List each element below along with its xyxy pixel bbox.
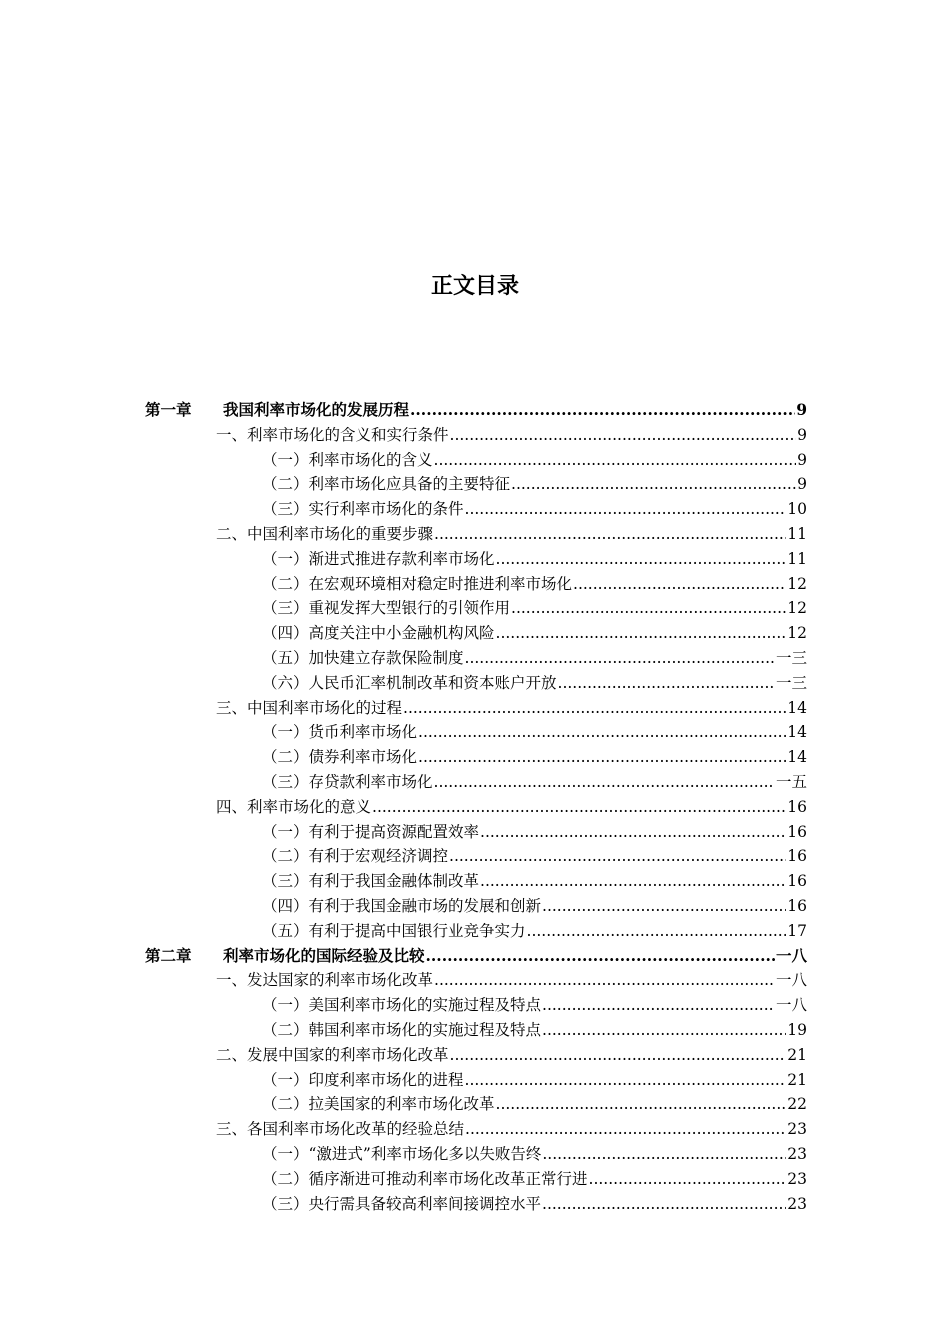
toc-subsection-entry[interactable] bbox=[262, 572, 807, 597]
dot-leader bbox=[527, 919, 787, 943]
dot-leader bbox=[573, 572, 786, 596]
toc-page-number: 一五 bbox=[775, 773, 807, 791]
dot-leader bbox=[465, 1068, 787, 1092]
toc-entry-text: 二、中国利率市场化的重要步骤 bbox=[216, 525, 434, 543]
toc-section-entry[interactable] bbox=[216, 522, 807, 547]
toc-entry-text: 三、各国利率市场化改革的经验总结 bbox=[216, 1120, 465, 1139]
toc-subsection-entry[interactable] bbox=[262, 745, 807, 770]
toc-entry-text: （一）有利于提高资源配置效率 bbox=[262, 822, 480, 841]
toc-entry-text: （五）加快建立存款保险制度 bbox=[262, 649, 464, 667]
dot-leader bbox=[558, 671, 775, 695]
toc-entry-label bbox=[262, 745, 417, 769]
toc-entry-label bbox=[216, 696, 402, 720]
toc-entry-label bbox=[262, 919, 526, 943]
toc-subsection-entry[interactable] bbox=[262, 472, 807, 497]
toc-page-number: 12 bbox=[787, 574, 807, 593]
toc-entry-label bbox=[216, 968, 433, 992]
toc-entry-text: （一）印度利率市场化的进程 bbox=[262, 1070, 464, 1089]
dot-leader bbox=[589, 1167, 787, 1191]
dot-leader bbox=[450, 423, 797, 447]
toc-entry-text: （二）韩国利率市场化的实施过程及特点 bbox=[262, 1021, 542, 1039]
toc-entry-label bbox=[262, 993, 541, 1017]
dot-leader bbox=[403, 696, 786, 720]
toc-page-number: 14 bbox=[787, 698, 807, 717]
toc-entry-text: （二）在宏观环境相对稳定时推进利率市场化 bbox=[262, 574, 573, 593]
toc-subsection-entry[interactable] bbox=[262, 497, 807, 522]
toc-page-number: 21 bbox=[787, 1045, 807, 1064]
dot-leader bbox=[480, 869, 786, 893]
toc-entry-label bbox=[262, 1018, 541, 1042]
toc-entry-label bbox=[262, 720, 417, 744]
toc-page-number: 21 bbox=[787, 1070, 807, 1089]
toc-page-number: 14 bbox=[787, 748, 807, 767]
toc-section-entry[interactable] bbox=[216, 1043, 807, 1068]
toc-entry-text: （二）拉美国家的利率市场化改革 bbox=[262, 1095, 495, 1114]
dot-leader bbox=[542, 894, 786, 918]
toc-subsection-entry[interactable] bbox=[262, 820, 807, 845]
toc-subsection-entry[interactable] bbox=[262, 1142, 807, 1167]
toc-page-number: 16 bbox=[787, 822, 807, 841]
toc-page-number: 一八 bbox=[775, 945, 807, 965]
toc-page-number: 12 bbox=[787, 624, 807, 643]
page-title: 正文目录 bbox=[430, 274, 519, 299]
toc-subsection-entry[interactable] bbox=[262, 844, 807, 869]
dot-leader bbox=[434, 448, 797, 472]
toc-page-number: 11 bbox=[787, 525, 807, 543]
toc-entry-label bbox=[262, 646, 464, 670]
toc-subsection-entry[interactable] bbox=[262, 596, 807, 621]
toc-entry-text: （二）债券利率市场化 bbox=[262, 748, 418, 767]
toc-entry-label bbox=[216, 1043, 449, 1067]
toc-entry-label bbox=[262, 671, 557, 695]
toc-section-entry[interactable] bbox=[216, 423, 807, 448]
toc-page-number: 23 bbox=[787, 1194, 807, 1213]
toc-subsection-entry[interactable] bbox=[262, 547, 807, 572]
toc-page-number: 12 bbox=[787, 599, 807, 618]
toc-page-number: 22 bbox=[787, 1095, 807, 1114]
toc-entry-label bbox=[262, 596, 510, 620]
toc-entry-text: （二）利率市场化应具备的主要特征 bbox=[262, 475, 511, 494]
toc-entry-text: （三）央行需具备较高利率间接调控水平 bbox=[262, 1194, 542, 1213]
toc-subsection-entry[interactable] bbox=[262, 1192, 807, 1217]
toc-entry-label bbox=[262, 820, 479, 844]
toc-entry-label bbox=[262, 1068, 464, 1092]
toc-entry-label bbox=[262, 472, 510, 496]
toc-chapter-entry[interactable] bbox=[145, 944, 807, 969]
toc-entry-text: （三）有利于我国金融体制改革 bbox=[262, 872, 480, 891]
toc-page-number: 16 bbox=[787, 797, 807, 816]
toc-entry-text: （一）货币利率市场化 bbox=[262, 723, 418, 742]
toc-subsection-entry[interactable] bbox=[262, 1018, 807, 1043]
dot-leader bbox=[450, 1043, 787, 1067]
toc-entry-text: 四、利率市场化的意义 bbox=[216, 797, 372, 816]
toc-entry-text: （三）重视发挥大型银行的引领作用 bbox=[262, 599, 511, 618]
toc-page-number: 10 bbox=[787, 500, 807, 519]
toc-entry-label bbox=[262, 869, 479, 893]
dot-leader bbox=[372, 795, 786, 819]
dot-leader bbox=[465, 1117, 786, 1141]
toc-entry-label bbox=[145, 944, 425, 968]
toc-subsection-entry[interactable] bbox=[262, 621, 807, 646]
toc-entry-text: 一、发达国家的利率市场化改革 bbox=[216, 971, 434, 990]
toc-entry-text: 三、中国利率市场化的过程 bbox=[216, 698, 403, 717]
dot-leader bbox=[418, 720, 786, 744]
toc-entry-label bbox=[262, 621, 495, 645]
toc-page-number: 23 bbox=[787, 1145, 807, 1163]
toc-chapter-entry[interactable] bbox=[145, 398, 807, 423]
dot-leader bbox=[465, 497, 787, 521]
toc-subsection-entry[interactable] bbox=[262, 894, 807, 919]
dot-leader bbox=[449, 844, 786, 868]
toc-page-number: 16 bbox=[787, 897, 807, 915]
dot-leader bbox=[496, 621, 787, 645]
toc-entry-text: （三）实行利率市场化的条件 bbox=[262, 500, 464, 519]
toc-subsection-entry[interactable] bbox=[262, 720, 807, 745]
toc-entry-text: （三）存贷款利率市场化 bbox=[262, 773, 433, 791]
toc-page-number: 一三 bbox=[775, 673, 807, 692]
toc-entry-text: （一）“激进式”利率市场化多以失败告终 bbox=[262, 1145, 542, 1163]
toc-page-number: 一三 bbox=[775, 649, 807, 667]
dot-leader bbox=[496, 547, 787, 571]
toc-section-entry[interactable] bbox=[216, 795, 807, 820]
toc-subsection-entry[interactable] bbox=[262, 919, 807, 944]
toc-entry-label bbox=[262, 844, 448, 868]
toc-entry-text: （五）有利于提高中国银行业竞争实力 bbox=[262, 921, 526, 940]
toc-entry-text: 我国利率市场化的发展历程 bbox=[223, 400, 410, 419]
toc-section-entry[interactable] bbox=[216, 696, 807, 721]
toc-page-number: 23 bbox=[787, 1120, 807, 1139]
toc-entry-label bbox=[262, 1167, 588, 1191]
dot-leader bbox=[434, 522, 786, 546]
toc-subsection-entry[interactable] bbox=[262, 1068, 807, 1093]
toc-subsection-entry[interactable] bbox=[262, 993, 807, 1018]
dot-leader bbox=[542, 1142, 786, 1166]
toc-entry-text: 二、发展中国家的利率市场化改革 bbox=[216, 1045, 449, 1064]
toc-page-number: 一八 bbox=[775, 971, 807, 990]
toc-entry-text: （二）循序渐进可推动利率市场化改革正常行进 bbox=[262, 1169, 588, 1188]
toc-entry-label bbox=[262, 1092, 495, 1116]
toc-page-number: 16 bbox=[787, 872, 807, 891]
toc-entry-text: （六）人民币汇率机制改革和资本账户开放 bbox=[262, 673, 557, 692]
toc-entry-text: （四）高度关注中小金融机构风险 bbox=[262, 624, 495, 643]
toc-entry-label bbox=[262, 770, 433, 794]
toc-entry-text: （四）有利于我国金融市场的发展和创新 bbox=[262, 897, 542, 915]
toc-page-number: 9 bbox=[797, 450, 807, 469]
dot-leader bbox=[410, 398, 795, 422]
toc-entry-label bbox=[216, 522, 433, 546]
toc-chapter-number: 第二章 bbox=[145, 945, 192, 965]
toc-entry-text: （一）美国利率市场化的实施过程及特点 bbox=[262, 996, 542, 1015]
toc-page-number: 19 bbox=[787, 1021, 807, 1039]
dot-leader bbox=[542, 993, 775, 1017]
toc-page-number: 一八 bbox=[775, 996, 807, 1015]
dot-leader bbox=[496, 1092, 787, 1116]
dot-leader bbox=[465, 646, 775, 670]
dot-leader bbox=[542, 1018, 786, 1042]
toc-entry-label bbox=[216, 1117, 464, 1141]
toc-entry-label bbox=[262, 497, 464, 521]
toc-entry-text: （一）利率市场化的含义 bbox=[262, 450, 433, 469]
toc-page-number: 16 bbox=[787, 847, 807, 866]
toc-subsection-entry[interactable] bbox=[262, 448, 807, 473]
toc-subsection-entry[interactable] bbox=[262, 1092, 807, 1117]
dot-leader bbox=[511, 596, 786, 620]
toc-section-entry[interactable] bbox=[216, 968, 807, 993]
toc-subsection-entry[interactable] bbox=[262, 646, 807, 671]
toc-entry-label bbox=[262, 1142, 541, 1166]
toc-entry-text: （二）有利于宏观经济调控 bbox=[262, 847, 449, 866]
dot-leader bbox=[480, 820, 786, 844]
toc-subsection-entry[interactable] bbox=[262, 770, 807, 795]
toc-page-number: 9 bbox=[797, 475, 807, 494]
toc-entry-label bbox=[262, 1192, 541, 1216]
toc-entry-label bbox=[262, 894, 541, 918]
toc-entry-text: 一、利率市场化的含义和实行条件 bbox=[216, 425, 449, 444]
toc-entry-text: 利率市场化的国际经验及比较 bbox=[223, 945, 425, 965]
toc-section-entry[interactable] bbox=[216, 1117, 807, 1142]
toc-entry-label bbox=[216, 795, 371, 819]
toc-page-number: 9 bbox=[796, 400, 807, 419]
dot-leader bbox=[426, 944, 775, 968]
toc-entry-label bbox=[262, 572, 572, 596]
toc-chapter-number: 第一章 bbox=[145, 400, 192, 419]
toc-page-number: 11 bbox=[787, 549, 807, 568]
toc-entry-label bbox=[262, 448, 433, 472]
toc-entry-text: （一）渐进式推进存款利率市场化 bbox=[262, 549, 495, 568]
dot-leader bbox=[434, 770, 775, 794]
toc-subsection-entry[interactable] bbox=[262, 869, 807, 894]
toc-page-number: 17 bbox=[787, 921, 807, 940]
toc-subsection-entry[interactable] bbox=[262, 1167, 807, 1192]
toc-page-number: 9 bbox=[797, 425, 807, 444]
toc-subsection-entry[interactable] bbox=[262, 671, 807, 696]
toc-entry-label bbox=[145, 398, 409, 422]
dot-leader bbox=[511, 472, 796, 496]
toc-page-number: 23 bbox=[787, 1169, 807, 1188]
toc-entry-label bbox=[262, 547, 495, 571]
dot-leader bbox=[542, 1192, 786, 1216]
dot-leader bbox=[434, 968, 775, 992]
toc-page-number: 14 bbox=[787, 723, 807, 742]
toc-entry-label bbox=[216, 423, 449, 447]
dot-leader bbox=[418, 745, 786, 769]
